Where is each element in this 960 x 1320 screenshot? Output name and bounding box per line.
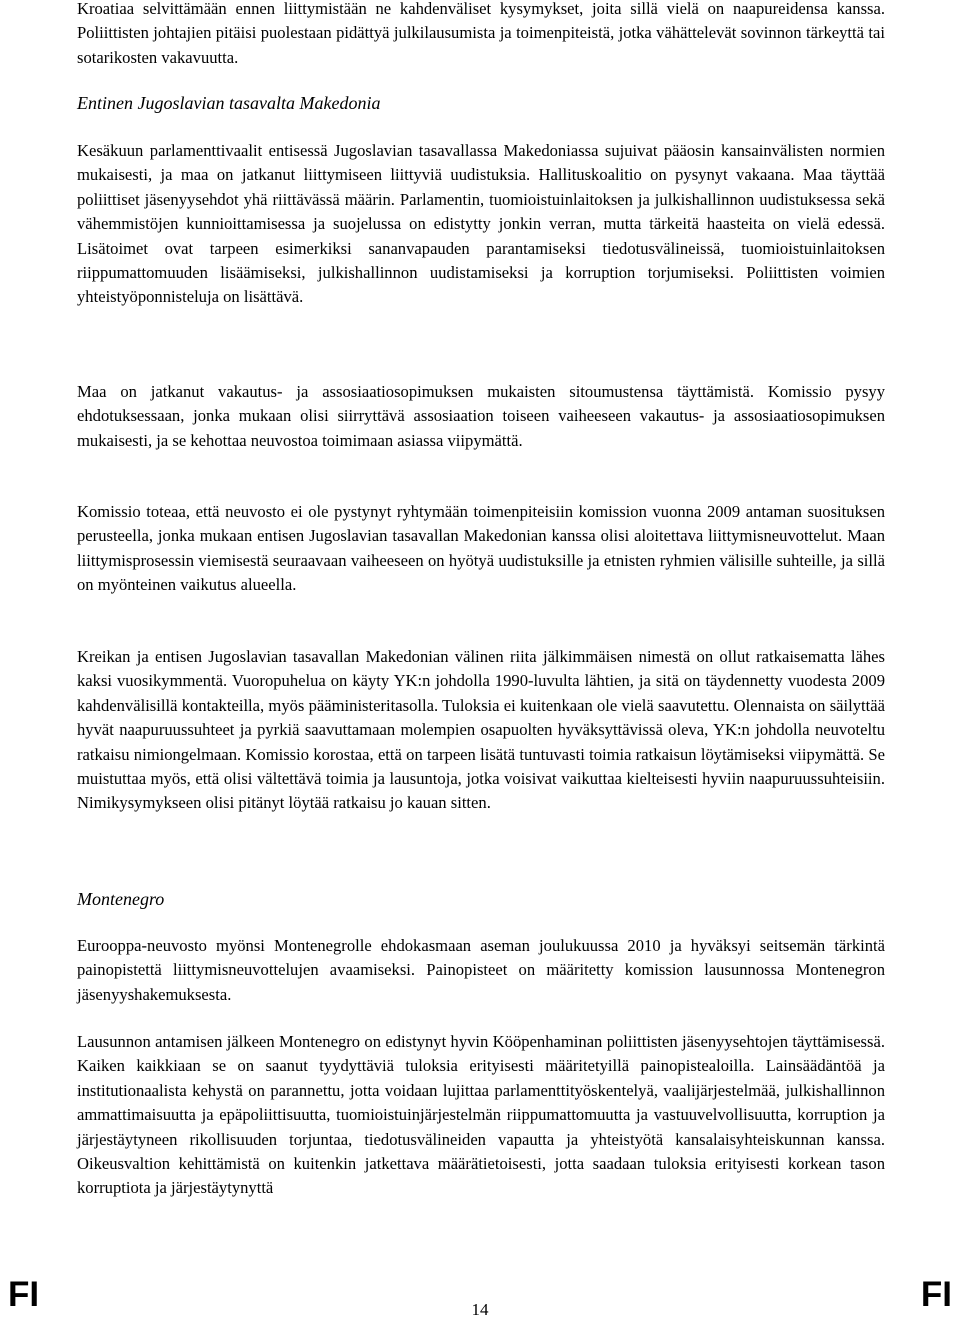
footer-language-code-right: FI bbox=[920, 1275, 952, 1314]
paragraph-macedonia-association: Maa on jatkanut vakautus- ja assosiaatiosopimuksen mukaisten sitoumustensa täyttämistä. Komissio pysyy ehdotuksessaan, jonka mukaan olisi siirryttävä assosiaation toiseen vaiheeseen vakautus- ja assosiaatiosopimuksen mukaisesti, ja se kehottaa neuvostoa toimimaan asiassa viipymättä. bbox=[77, 382, 885, 450]
section-heading-montenegro: Montenegro bbox=[77, 889, 165, 909]
footer-language-code-left: FI bbox=[8, 1275, 40, 1314]
paragraph-montenegro-progress: Lausunnon antamisen jälkeen Montenegro on edistynyt hyvin Kööpenhaminan poliittisten jäsenyysehtojen täyttämisessä. Kaiken kaikkiaan se on saanut tyydyttäviä tuloksia erityisesti määritetyillä painopistealoilla. Lainsäädäntöä ja institutionaalista kehystä on parannettu, jotta voidaan lujittaa parlamenttityöskentelyä, vaalijärjestelmää, julkishallinnon ammattimaisuutta ja epäpoliittisuutta, tuomioistuinjärjestelmän riippumattomuutta ja vastuuvelvollisuutta, korruption ja järjestäytyneen rikollisuuden torjuntaa, tiedotusvälineiden vapautta ja yhteistyötä kansalaisyhteiskunnan kanssa. Oikeusvaltion kehittämistä on kuitenkin jatkettava määrätietoisesti, jotta saadaan tuloksia erityisesti korkean tason korruptiota ja järjestäytynyttä bbox=[77, 1032, 885, 1198]
section-heading-macedonia: Entinen Jugoslavian tasavalta Makedonia bbox=[77, 93, 381, 113]
paragraph-croatia-continued: Kroatiaa selvittämään ennen liittymistään ne kahdenväliset kysymykset, joita sillä vielä on naapureidensa kanssa. Poliittisten johtajien pitäisi puolestaan pidättyä julkilausumista ja toimenpiteistä, jotka vähättelevät sovinnon tärkeyttä tai sotarikosten vakavuutta. bbox=[77, 0, 885, 67]
paragraph-macedonia-name-dispute: Kreikan ja entisen Jugoslavian tasavallan Makedonian välinen riita jälkimmäisen nimestä on ollut ratkaisematta lähes kaksi vuosikymmentä. Vuoropuhelua on käyty YK:n johdolla 1990-luvulta lähtien, ja sitä on täydennetty vuodesta 2009 kahdenvälisillä kontakteilla, myös pääministeritasolla. Tuloksia ei kuitenkaan ole vielä saavutettu. Olennaista on säilyttää hyvät naapuruussuhteet ja pyrkiä saavuttamaan molempien osapuolten hyväksyttävissä oleva, YK:n johdolla neuvoteltu ratkaisu nimiongelmaan. Komissio korostaa, että on tarpeen lisätä tuntuvasti toimia ratkaisun löytämiseksi viipymättä. Se muistuttaa myös, että olisi vältettävä toimia ja lausuntoja, jotka voisivat vaikuttaa kielteisesti hyviin naapuruussuhteisiin. Nimikysymykseen olisi pitänyt löytää ratkaisu jo kauan sitten. bbox=[77, 647, 885, 813]
paragraph-macedonia-accession: Komissio toteaa, että neuvosto ei ole pystynyt ryhtymään toimenpiteisiin komission vuonna 2009 antaman suosituksen perusteella, jonka mukaan entisen Jugoslavian tasavallan Makedonian kanssa olisi aloitettava liittymisneuvottelut. Maan liittymisprosessin viemisestä seuraavaan vaiheeseen on hyötyä uudistuksille ja etnisten ryhmien välisille suhteille, ja sillä on myönteinen vaikutus alueella. bbox=[77, 502, 885, 595]
paragraph-macedonia-elections: Kesäkuun parlamenttivaalit entisessä Jugoslavian tasavallassa Makedoniassa sujuivat pääosin kansainvälisten normien mukaisesti, ja maa on jatkanut liittymiseen liittyviä uudistuksia. Hallituskoalitio on pysynyt vakaana. Maa täyttää poliittiset jäsenyysehdot yhä riittävässä määrin. Parlamentin, tuomioistuinlaitoksen ja julkishallinnon uudistuksessa sekä vähemmistöjen kunnioittamisessa ja suojelussa on edistytty jonkin verran, mutta tärkeitä haasteita on vielä edessä. Lisätoimet ovat tarpeen esimerkiksi sananvapauden parantamiseksi tiedotusvälineissä, tuomioistuinlaitoksen riippumattomuuden lisäämiseksi, julkishallinnon uudistamiseksi ja korruption torjumiseksi. Poliittisten voimien yhteistyöponnisteluja on lisättävä. bbox=[77, 141, 885, 307]
page-number: 14 bbox=[471, 1300, 489, 1319]
paragraph-montenegro-candidate: Eurooppa-neuvosto myönsi Montenegrolle ehdokasmaan aseman joulukuussa 2010 ja hyväksyi seitsemän tärkintä painopistettä liittymisneuvottelujen avaamiseksi. Painopisteet on määritetty komission lausunnossa Montenegron jäsenyyshakemuksesta. bbox=[77, 936, 885, 1004]
